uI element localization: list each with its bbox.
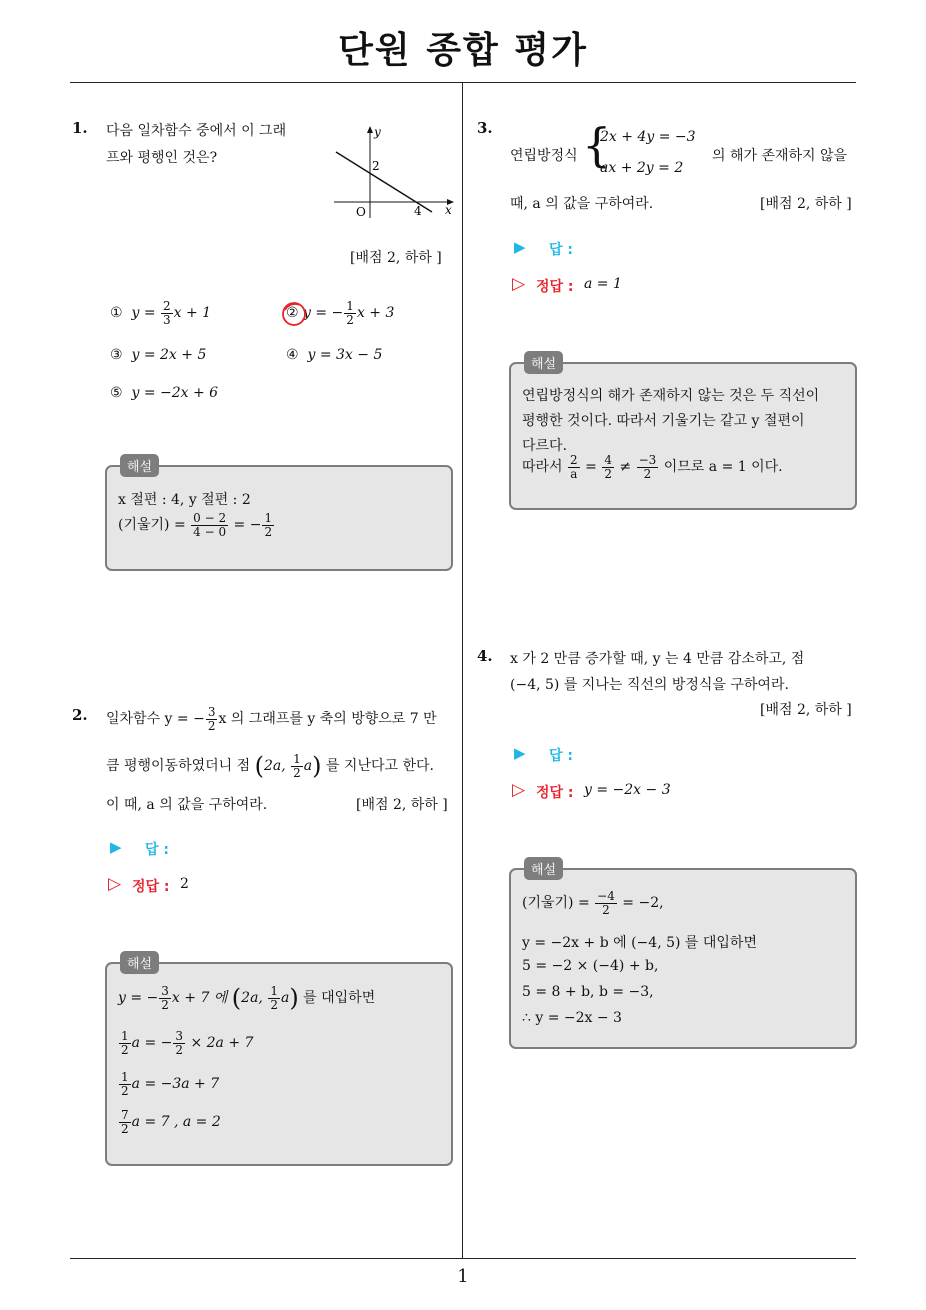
explanation-line: (기울기) = $\frac{0 - 2}{4 - 0}$ = − $\frac{1}{2}$ — [118, 511, 273, 539]
solution-value: 2 — [180, 876, 189, 892]
choice-expr-pre: y = — [131, 305, 161, 322]
choice-mark: ⑤ — [110, 385, 123, 401]
fraction: $\frac{3}{2}$ — [207, 705, 216, 733]
explanation-line: 따라서 $\frac{2}{a}$ = $\frac{4}{2}$ ≠ $\frac{-3}{2}$ 이므로 a = 1 이다. — [522, 453, 783, 481]
question-text-line2: 큼 평행이동하였더니 점 (2a, $\frac{1}{2}$ a) 를 지난다고 한다. — [106, 751, 434, 780]
explanation-line: y = −2x + b 에 (−4, 5) 를 대입하면 — [522, 935, 757, 951]
top-rule — [70, 82, 856, 83]
choice-1[interactable] — [110, 300, 211, 326]
choice-expr-post: x + 1 — [173, 305, 212, 322]
graph-x-label: x — [445, 203, 452, 217]
system-brace: { — [582, 118, 612, 172]
choice-4[interactable] — [286, 347, 382, 363]
page-title: 단원 종합 평가 — [338, 30, 588, 71]
fraction: $\frac{1}{2}$ — [264, 511, 273, 539]
fraction: $\frac{1}{2}$ — [121, 1029, 129, 1057]
explanation-line: 5 = 8 + b, b = −3, — [522, 984, 654, 1000]
fraction: $\frac{3}{2}$ — [161, 983, 169, 1012]
graph-y-label: y — [374, 125, 381, 139]
choice-expr: y = 2x + 5 — [131, 347, 207, 363]
question-number: 4. — [477, 647, 493, 665]
solution-arrow-icon: ▷ — [108, 874, 122, 894]
bottom-rule — [70, 1258, 856, 1259]
choice-mark: ① — [110, 305, 123, 322]
explanation-tag: 해설 — [524, 857, 563, 880]
question-meta: [배점 2, 하하 ] — [350, 250, 442, 266]
explanation-line: $\frac{1}{2}$ a = − $\frac{3}{2}$ × 2a + 7 — [121, 1029, 254, 1057]
explanation-line: ∴ y = −2x − 3 — [522, 1010, 622, 1026]
choice-2[interactable] — [286, 300, 394, 326]
question-meta: [배점 2, 하하 ] — [760, 196, 852, 212]
explanation-line: 연립방정식의 해가 존재하지 않는 것은 두 직선이 — [522, 388, 820, 404]
question-meta: [배점 2, 하하 ] — [356, 797, 448, 813]
explanation-line: y = − $\frac{3}{2}$ x + 7 에 (2a, $\frac{1}{2}$ a) 를 대입하면 — [118, 983, 376, 1012]
solution-label: 정답 : — [132, 879, 170, 895]
question-text-line1: 일차함수 y = − $\frac{3}{2}$ x 의 그래프를 y 축의 방향으로 7 만 — [106, 705, 437, 733]
choice-mark: ④ — [286, 347, 299, 363]
fraction: $\frac{-4}{2}$ — [597, 889, 615, 917]
graph — [328, 122, 458, 222]
explanation-line: 다르다. — [522, 438, 568, 454]
question-number: 2. — [72, 706, 88, 724]
answer-arrow-icon: ▶ — [110, 838, 122, 856]
choice-mark: ② — [286, 305, 299, 321]
explanation-line: 평행한 것이다. 따라서 기울기는 같고 y 절편이 — [522, 413, 805, 429]
explanation-line: (기울기) = $\frac{-4}{2}$ = −2, — [522, 889, 664, 917]
answer-label: 답 : — [549, 242, 573, 258]
answer-arrow-icon: ▶ — [514, 238, 526, 256]
question-text-line2: 프와 평행인 것은? — [106, 150, 218, 166]
fraction: $\frac{1}{2}$ — [270, 983, 278, 1012]
graph-y-tick: 2 — [372, 159, 380, 173]
question-text-line3: 이 때, a 의 값을 구하여라. — [106, 797, 268, 813]
question-text-line1-post: 의 해가 존재하지 않을 — [712, 148, 848, 164]
solution-arrow-icon: ▷ — [512, 274, 526, 294]
question-text-line1: 다음 일차함수 중에서 이 그래 — [106, 123, 287, 139]
page-number: 1 — [457, 1266, 469, 1287]
explanation-tag: 해설 — [120, 951, 159, 974]
choice-mark: ③ — [110, 347, 123, 363]
solution-label: 정답 : — [536, 279, 574, 295]
fraction: $\frac{1}{2}$ — [346, 299, 354, 327]
question-text-line2: 때, a 의 값을 구하여라. — [510, 196, 654, 212]
fraction: $\frac{3}{2}$ — [175, 1029, 183, 1057]
choice-3[interactable] — [110, 347, 206, 363]
choice-expr: y = −2x + 6 — [131, 385, 219, 401]
fraction: $\frac{-3}{2}$ — [638, 453, 657, 481]
choice-5[interactable] — [110, 385, 218, 401]
explanation-tag: 해설 — [524, 351, 563, 374]
graph-line — [336, 152, 432, 212]
answer-label: 답 : — [549, 748, 573, 764]
fraction: $\frac{1}{2}$ — [121, 1070, 129, 1098]
question-number: 1. — [72, 119, 88, 137]
choice-expr: y = 3x − 5 — [307, 347, 383, 363]
solution-arrow-icon: ▷ — [512, 780, 526, 800]
answer-label: 답 : — [145, 842, 169, 858]
column-divider — [462, 82, 463, 1258]
question-text-line1: x 가 2 만큼 증가할 때, y 는 4 만큼 감소하고, 점 — [510, 651, 805, 667]
fraction: $\frac{0 - 2}{4 - 0}$ — [193, 511, 227, 539]
fraction: $\frac{1}{2}$ — [293, 751, 301, 780]
explanation-tag: 해설 — [120, 454, 159, 477]
choice-expr-pre: y = − — [303, 305, 344, 322]
question-meta: [배점 2, 하하 ] — [760, 702, 852, 718]
choice-expr-post: x + 3 — [356, 305, 395, 322]
solution-label: 정답 : — [536, 785, 574, 801]
solution-value: y = −2x − 3 — [584, 782, 671, 798]
question-text-line1-pre: 연립방정식 — [510, 148, 578, 164]
explanation-line: x 절편 : 4, y 절편 : 2 — [118, 492, 251, 508]
answer-arrow-icon: ▶ — [514, 744, 526, 762]
fraction: $\frac{2}{a}$ — [570, 453, 578, 481]
system-equation-2: ax + 2y = 2 — [600, 160, 684, 176]
fraction: $\frac{7}{2}$ — [121, 1108, 129, 1136]
graph-origin-label: O — [356, 205, 366, 219]
graph-x-tick: 4 — [414, 204, 422, 218]
explanation-line: $\frac{7}{2}$ a = 7 , a = 2 — [121, 1108, 221, 1136]
question-number: 3. — [477, 119, 493, 137]
fraction: $\frac{4}{2}$ — [604, 453, 612, 481]
system-equation-1: 2x + 4y = −3 — [600, 129, 696, 145]
question-text-line2: (−4, 5) 를 지나는 직선의 방정식을 구하여라. — [510, 677, 789, 693]
fraction: $\frac{2}{3}$ — [163, 299, 171, 327]
explanation-line: $\frac{1}{2}$ a = −3a + 7 — [121, 1070, 220, 1098]
explanation-line: 5 = −2 × (−4) + b, — [522, 958, 659, 974]
selected-circle-icon — [280, 300, 308, 328]
solution-value: a = 1 — [584, 276, 622, 292]
